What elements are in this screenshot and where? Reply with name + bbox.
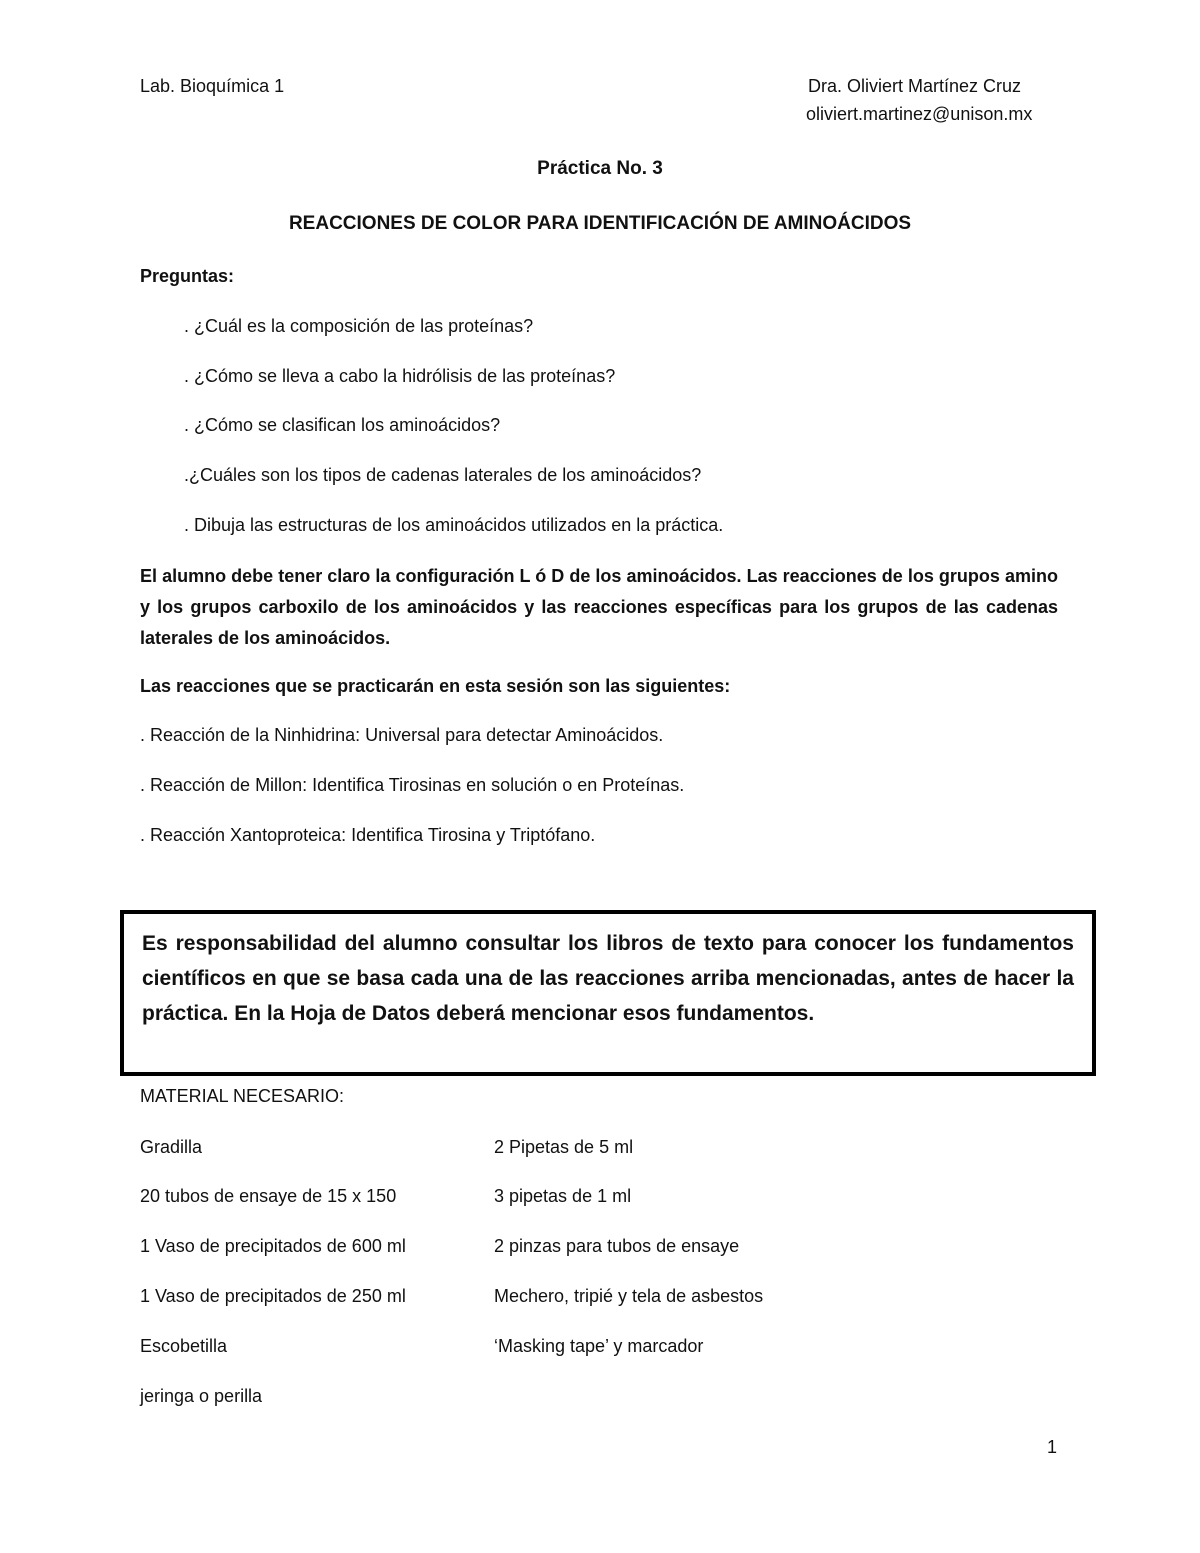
question-item: .¿Cuáles son los tipos de cadenas laterales de los aminoácidos?	[184, 465, 702, 485]
material-item: Gradilla	[140, 1137, 203, 1157]
intro-paragraph: El alumno debe tener claro la configuración L ó D de los aminoácidos. Las reacciones de los grupos amino y los grupos carboxilo de los aminoácidos y las reacciones específicas para los grupos de las cadenas laterales de los aminoácidos.	[140, 566, 1058, 648]
material-item: 2 Pipetas de 5 ml	[494, 1137, 634, 1157]
instructor-name: Dra. Oliviert Martínez Cruz	[808, 76, 1022, 96]
page-number: 1	[1047, 1437, 1058, 1457]
reaction-item: . Reacción de Millon: Identifica Tirosinas en solución o en Proteínas.	[140, 775, 685, 795]
question-item: . ¿Cómo se lleva a cabo la hidrólisis de las proteínas?	[184, 366, 616, 386]
materials-heading: MATERIAL NECESARIO:	[140, 1086, 345, 1106]
instructor-email: oliviert.martinez@unison.mx	[806, 104, 1033, 124]
practice-number: Práctica No. 3	[537, 158, 663, 179]
notice-text: Es responsabilidad del alumno consultar los libros de texto para conocer los fundamentos científicos en que se basa cada una de las reacciones arriba mencionadas, antes de hacer la práctica. En la Hoja de Datos deberá mencionar esos fundamentos.	[142, 932, 1074, 1025]
reactions-heading: Las reacciones que se practicarán en esta sesión son las siguientes:	[140, 676, 731, 696]
material-item: 1 Vaso de precipitados de 250 ml	[140, 1286, 406, 1306]
material-item: Mechero, tripié y tela de asbestos	[494, 1286, 764, 1306]
material-item: 3 pipetas de 1 ml	[494, 1186, 632, 1206]
reaction-item: . Reacción de la Ninhidrina: Universal para detectar Aminoácidos.	[140, 725, 664, 745]
reaction-item: . Reacción Xantoproteica: Identifica Tirosina y Triptófano.	[140, 825, 596, 845]
questions-heading: Preguntas:	[140, 266, 235, 286]
material-item: Escobetilla	[140, 1336, 228, 1356]
material-item: 1 Vaso de precipitados de 600 ml	[140, 1236, 406, 1256]
question-item: . ¿Cuál es la composición de las proteínas?	[184, 316, 534, 336]
material-item: 20 tubos de ensaye de 15 x 150	[140, 1186, 397, 1206]
material-item: ‘Masking tape’ y marcador	[494, 1336, 704, 1356]
page-title: REACCIONES DE COLOR PARA IDENTIFICACIÓN DE AMINOÁCIDOS	[288, 213, 912, 234]
course-name: Lab. Bioquímica 1	[140, 76, 285, 96]
material-item: 2 pinzas para tubos de ensaye	[494, 1236, 740, 1256]
question-item: . ¿Cómo se clasifican los aminoácidos?	[184, 415, 501, 435]
notice-box	[120, 910, 1096, 1076]
question-item: . Dibuja las estructuras de los aminoácidos utilizados en la práctica.	[184, 515, 724, 535]
material-item: jeringa o perilla	[140, 1386, 263, 1406]
